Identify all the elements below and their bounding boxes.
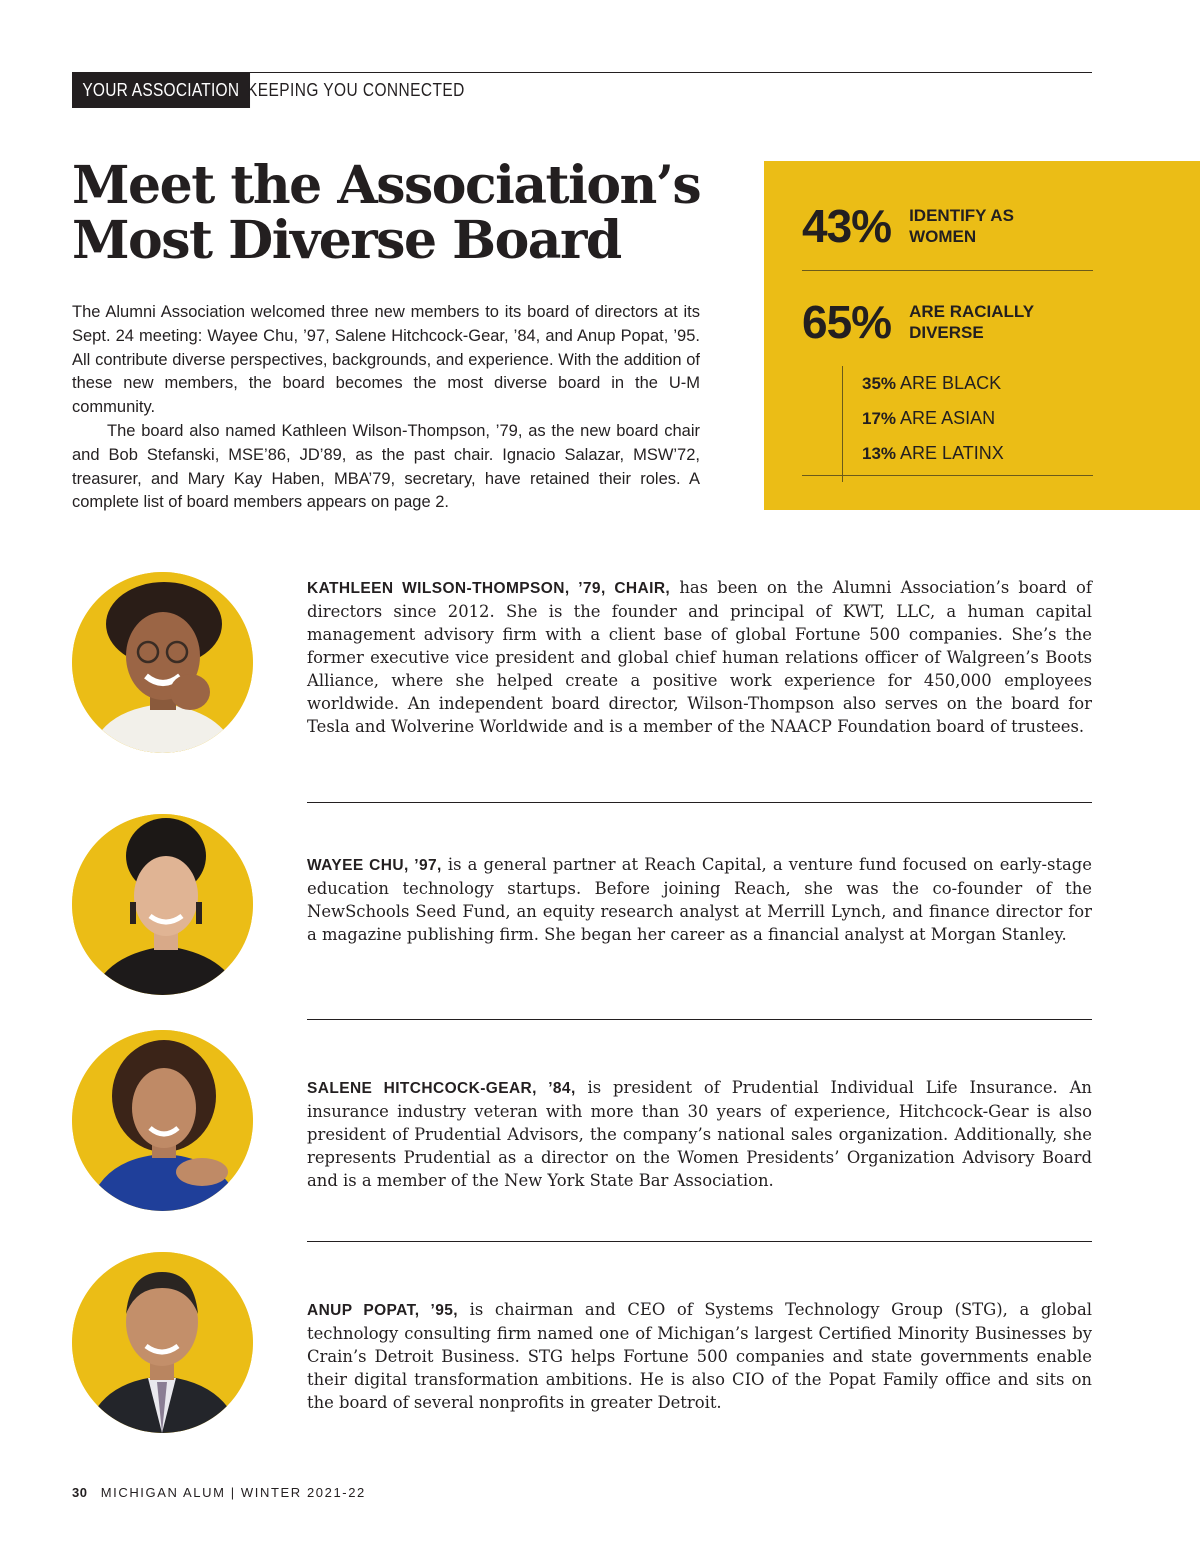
bio-text: is president of Prudential Individual Life Insurance. An insurance industry veteran with more than 30 years of experience, Hitchcock-Gear is also president of Prudential Advisors, the company’s national sales organization. Additionally, she represents Prudential as a director on the Women Presidents’ Organization Advisory Board and is a member of the New York State Bar Association. xyxy=(307,1078,1092,1190)
portrait-kathleen-wilson-thompson xyxy=(72,572,253,753)
intro-text xyxy=(72,301,700,515)
breakdown-item-asian xyxy=(862,401,1004,436)
breakdown-item-black xyxy=(862,366,1004,401)
person-portrait-icon xyxy=(72,572,253,753)
intro-paragraph-2: The board also named Kathleen Wilson-Thompson, ’79, as the new board chair and Bob Stefanski, MSE’86, JD’89, as the past chair. Ignacio Salazar, MSW’72, treasurer, and Mary Kay Haben, MBA’79, secretary, have retained their roles. A complete list of board members appears on page 2. xyxy=(72,421,700,512)
stat-divider xyxy=(802,270,1093,271)
section-subtitle: KEEPING YOU CONNECTED xyxy=(247,80,465,100)
headline-line-2: Most Diverse Board xyxy=(72,210,621,271)
bio-text: is a general partner at Reach Capital, a venture fund focused on early-stage education technology startups. Before joining Reach, she was the co-founder of the NewSchools Seed Fund, an equity research analyst at Merrill Lynch, and finance director for a magazine publishing firm. She began her career as a financial analyst at Morgan Stanley. xyxy=(307,855,1092,944)
stat-diverse-label-line-2: DIVERSE xyxy=(909,323,984,342)
profile-divider xyxy=(307,802,1092,803)
breakdown-item-latinx xyxy=(862,436,1004,471)
bio-kathleen-wilson-thompson xyxy=(307,576,1092,738)
person-portrait-icon xyxy=(72,1252,253,1433)
portrait-anup-popat xyxy=(72,1252,253,1433)
bio-anup-popat xyxy=(307,1298,1092,1414)
diversity-breakdown xyxy=(842,366,1004,482)
section-tag: YOUR ASSOCIATION xyxy=(72,73,250,108)
page-footer xyxy=(72,1485,366,1500)
bio-name: ANUP POPAT, ’95, xyxy=(307,1302,458,1319)
person-portrait-icon xyxy=(72,814,253,995)
bio-name: SALENE HITCHCOCK-GEAR, ’84, xyxy=(307,1080,576,1097)
headline-line-1: Meet the Association’s xyxy=(72,155,701,216)
portrait-salene-hitchcock-gear xyxy=(72,1030,253,1211)
stat-women-label xyxy=(909,205,1014,247)
stat-women-value: 43% xyxy=(802,200,892,252)
stat-diverse xyxy=(802,296,1035,348)
breakdown-label: ARE ASIAN xyxy=(900,408,996,428)
page-number: 30 xyxy=(72,1485,88,1500)
breakdown-pct: 17% xyxy=(862,409,897,428)
publication-name: MICHIGAN ALUM | WINTER 2021-22 xyxy=(100,1485,366,1500)
profile-divider xyxy=(307,1019,1092,1020)
bio-text: is chairman and CEO of Systems Technology Group (STG), a global technology consulting firm named one of Michigan’s largest Certified Minority Businesses by Crain’s Detroit Business. STG helps Fortune 500 companies and state governments enable their digital transformation ambitions. He is also CIO of the Popat Family office and sits on the board of several nonprofits in greater Detroit. xyxy=(307,1300,1092,1412)
stat-diverse-label xyxy=(909,301,1034,343)
stat-bottom-rule xyxy=(802,475,1093,476)
breakdown-pct: 13% xyxy=(862,444,897,463)
person-portrait-icon xyxy=(72,1030,253,1211)
stats-panel xyxy=(764,161,1200,510)
bio-name: WAYEE CHU, ’97, xyxy=(307,857,442,874)
bio-salene-hitchcock-gear xyxy=(307,1076,1092,1192)
bio-text: has been on the Alumni Association’s board of directors since 2012. She is the founder and principal of KWT, LLC, a human capital management advisory firm with a client base of global Fortune 500 companies. She’s the former executive vice president and global chief human relations officer of Walgreen’s Boots Alliance, where she helped create a positive work experience for 450,000 employees worldwide. An independent board director, Wilson-Thompson also serves on the board for Tesla and Wolverine Worldwide and is a member of the NAACP Foundation board of trustees. xyxy=(307,578,1092,736)
article-headline xyxy=(72,155,732,271)
stat-women-label-line-2: WOMEN xyxy=(909,227,977,246)
stat-diverse-value: 65% xyxy=(802,296,892,348)
portrait-wayee-chu xyxy=(72,814,253,995)
breakdown-label: ARE BLACK xyxy=(900,373,1002,393)
stat-diverse-label-line-1: ARE RACIALLY xyxy=(909,302,1035,321)
breakdown-label: ARE LATINX xyxy=(900,443,1004,463)
breakdown-pct: 35% xyxy=(862,374,897,393)
profile-divider xyxy=(307,1241,1092,1242)
bio-name: KATHLEEN WILSON-THOMPSON, ’79, CHAIR, xyxy=(307,580,671,597)
stat-women xyxy=(802,200,1014,252)
stat-women-label-line-1: IDENTIFY AS xyxy=(909,206,1014,225)
intro-paragraph-1: The Alumni Association welcomed three new members to its board of directors at its Sept. 24 meeting: Wayee Chu, ’97, Salene Hitchcock-Gear, ’84, and Anup Popat, ’95. All contribute diverse perspectives, backgrounds, and experience. With the addition of these new members, the board becomes the most diverse board in the U-M community. xyxy=(72,303,700,417)
bio-wayee-chu xyxy=(307,853,1092,946)
